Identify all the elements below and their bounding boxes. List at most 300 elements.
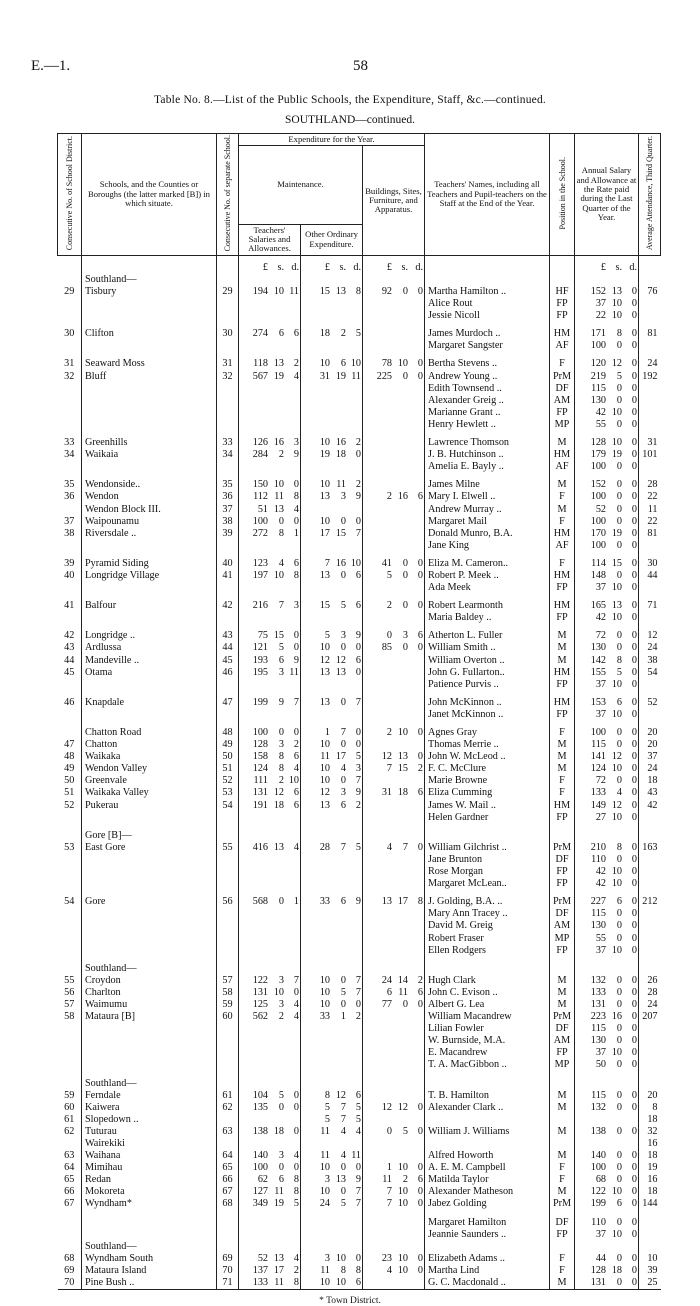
table-row xyxy=(58,528,661,540)
buildings-amount: 7 10 0 xyxy=(363,1186,425,1198)
district-number xyxy=(58,963,82,975)
average-attendance xyxy=(639,340,661,352)
other-expenditure-amount: 13 13 0 xyxy=(301,667,363,679)
teacher-position: FP xyxy=(550,582,575,594)
buildings-amount xyxy=(363,395,425,407)
salaries-amount: 274 6 6 xyxy=(239,328,301,340)
teacher-name: William Gilchrist .. xyxy=(425,842,550,854)
salaries-amount xyxy=(239,679,301,691)
separate-school-number: 59 xyxy=(217,999,239,1011)
salaries-amount: 121 5 0 xyxy=(239,642,301,654)
annual-salary-amount: 171 8 0 xyxy=(575,328,639,340)
annual-salary-amount: 50 0 0 xyxy=(575,1059,639,1071)
average-attendance: 30 xyxy=(639,558,661,570)
average-attendance xyxy=(639,1047,661,1059)
school-name: Charlton xyxy=(82,987,217,999)
teacher-position: FP xyxy=(550,679,575,691)
teacher-name: Elizabeth Adams .. xyxy=(425,1253,550,1265)
school-name: Southland— xyxy=(82,274,217,286)
other-expenditure-amount xyxy=(301,504,363,516)
school-name: Waipounamu xyxy=(82,516,217,528)
other-expenditure-amount xyxy=(301,908,363,920)
district-number xyxy=(58,419,82,431)
annual-salary-amount: 72 0 0 xyxy=(575,630,639,642)
annual-salary-amount: 153 6 0 xyxy=(575,697,639,709)
teacher-position: F xyxy=(550,1253,575,1265)
teacher-name: Ellen Rodgers xyxy=(425,945,550,957)
separate-school-number: 67 xyxy=(217,1186,239,1198)
annual-salary-amount: 37 10 0 xyxy=(575,1047,639,1059)
annual-salary-amount: 132 0 0 xyxy=(575,975,639,987)
table-row xyxy=(58,1102,661,1114)
annual-salary-amount: 141 12 0 xyxy=(575,751,639,763)
school-name: East Gore xyxy=(82,842,217,854)
table-row xyxy=(58,630,661,642)
annual-salary-amount: 131 0 0 xyxy=(575,999,639,1011)
buildings-amount xyxy=(363,812,425,824)
district-number: 37 xyxy=(64,515,75,527)
teacher-name: Ada Meek xyxy=(425,582,550,594)
table-row xyxy=(58,1241,661,1253)
average-attendance xyxy=(639,1078,661,1090)
teacher-position: M xyxy=(550,1186,575,1198)
teacher-position: M xyxy=(550,763,575,775)
teacher-position: HM xyxy=(550,600,575,612)
salaries-amount: 124 8 4 xyxy=(239,763,301,775)
other-expenditure-amount xyxy=(301,920,363,932)
separate-school-number xyxy=(217,1035,239,1047)
school-name: Waikaka xyxy=(82,751,217,763)
other-expenditure-amount: 5 7 5 xyxy=(301,1114,363,1126)
table-row xyxy=(58,1277,661,1290)
annual-salary-amount: 100 0 0 xyxy=(575,540,639,552)
district-number xyxy=(58,395,82,407)
teacher-name: Henry Hewlett .. xyxy=(425,419,550,431)
average-attendance xyxy=(639,582,661,594)
teacher-name: Alexander Greig .. xyxy=(425,395,550,407)
teacher-name: A. E. M. Campbell xyxy=(425,1162,550,1174)
school-name xyxy=(82,812,217,824)
teacher-position: M xyxy=(550,437,575,449)
buildings-amount xyxy=(363,866,425,878)
average-attendance: 76 xyxy=(639,286,661,298)
school-name: Wendon Block III. xyxy=(82,504,217,516)
salaries-amount xyxy=(239,1217,301,1229)
teacher-position: M xyxy=(550,504,575,516)
annual-salary-amount: 115 0 0 xyxy=(575,1090,639,1102)
teacher-position: FP xyxy=(550,709,575,721)
annual-salary-amount: 115 0 0 xyxy=(575,383,639,395)
average-attendance: 71 xyxy=(639,600,661,612)
salaries-amount: 135 0 0 xyxy=(239,1102,301,1114)
other-expenditure-amount: 17 15 7 xyxy=(301,528,363,540)
district-number: 31 xyxy=(64,358,75,370)
annual-salary-amount: 132 0 0 xyxy=(575,1102,639,1114)
school-name: Southland— xyxy=(82,1078,217,1090)
salaries-amount xyxy=(239,908,301,920)
buildings-amount xyxy=(363,504,425,516)
average-attendance xyxy=(639,920,661,932)
district-number xyxy=(58,1035,82,1047)
separate-school-number: 61 xyxy=(217,1090,239,1102)
other-expenditure-amount: 28 7 5 xyxy=(301,842,363,854)
salaries-amount: 194 10 11 xyxy=(239,286,301,298)
district-number: 48 xyxy=(64,751,75,763)
annual-salary-amount: 100 0 0 xyxy=(575,516,639,528)
other-expenditure-amount xyxy=(301,830,363,842)
school-name: Mimihau xyxy=(82,1162,217,1174)
other-expenditure-amount xyxy=(301,709,363,721)
teacher-name: T. A. MacGibbon .. xyxy=(425,1059,550,1071)
annual-salary-amount: 179 19 0 xyxy=(575,449,639,461)
separate-school-number xyxy=(217,407,239,419)
school-name xyxy=(82,1035,217,1047)
buildings-amount xyxy=(363,1277,425,1290)
annual-salary-amount: 42 10 0 xyxy=(575,878,639,890)
other-expenditure-amount: 11 4 4 xyxy=(301,1126,363,1138)
buildings-amount xyxy=(363,908,425,920)
salaries-amount: 197 10 8 xyxy=(239,570,301,582)
district-number xyxy=(58,1241,82,1253)
separate-school-number: 38 xyxy=(217,516,239,528)
average-attendance xyxy=(639,933,661,945)
other-expenditure-amount: 13 0 7 xyxy=(301,697,363,709)
average-attendance xyxy=(639,383,661,395)
teacher-position: F xyxy=(550,787,575,799)
salaries-amount xyxy=(239,1241,301,1253)
teacher-name: Donald Munro, B.A. xyxy=(425,528,550,540)
school-name: Tisbury xyxy=(82,286,217,298)
district-number: 33 xyxy=(64,437,75,449)
annual-salary-amount: 152 0 0 xyxy=(575,479,639,491)
teacher-position: PrM xyxy=(550,1198,575,1210)
separate-school-number: 29 xyxy=(217,286,239,298)
average-attendance: 20 xyxy=(639,739,661,751)
average-attendance: 24 xyxy=(639,642,661,654)
other-expenditure-amount: 18 2 5 xyxy=(301,328,363,340)
average-attendance: 19 xyxy=(639,1162,661,1174)
annual-salary-amount: 37 10 0 xyxy=(575,679,639,691)
teacher-position xyxy=(550,1114,575,1126)
teacher-name: Margaret Mail xyxy=(425,516,550,528)
district-number: 50 xyxy=(64,775,75,787)
teacher-position: DF xyxy=(550,1023,575,1035)
school-name: Ardlussa xyxy=(82,642,217,654)
average-attendance xyxy=(639,461,661,473)
other-expenditure-amount: 19 18 0 xyxy=(301,449,363,461)
district-number xyxy=(58,812,82,824)
teacher-name: Alexander Clark .. xyxy=(425,1102,550,1114)
teacher-name: William Macandrew xyxy=(425,1011,550,1023)
buildings-amount: 4 7 0 xyxy=(363,842,425,854)
school-name: Redan xyxy=(82,1174,217,1186)
teacher-name: Eliza M. Cameron.. xyxy=(425,558,550,570)
salaries-amount xyxy=(239,812,301,824)
district-number: 68 xyxy=(64,1252,75,1264)
district-number xyxy=(58,407,82,419)
salaries-amount xyxy=(239,407,301,419)
district-number: 42 xyxy=(64,630,75,642)
separate-school-number: 65 xyxy=(217,1162,239,1174)
separate-school-number: 53 xyxy=(217,787,239,799)
annual-salary-amount: 142 8 0 xyxy=(575,655,639,667)
average-attendance: 20 xyxy=(639,727,661,739)
teacher-name: Amelia E. Bayly .. xyxy=(425,461,550,473)
table-row xyxy=(58,1114,661,1126)
table-row xyxy=(58,1011,661,1023)
buildings-amount: 2 10 0 xyxy=(363,727,425,739)
teacher-name: T. B. Hamilton xyxy=(425,1090,550,1102)
header-expenditure: Expenditure for the Year. xyxy=(239,134,425,146)
separate-school-number xyxy=(217,461,239,473)
average-attendance: 28 xyxy=(639,987,661,999)
buildings-amount xyxy=(363,1241,425,1253)
buildings-amount xyxy=(363,461,425,473)
teacher-name: Albert G. Lea xyxy=(425,999,550,1011)
annual-salary-amount: 210 8 0 xyxy=(575,842,639,854)
other-expenditure-amount xyxy=(301,866,363,878)
separate-school-number xyxy=(217,1217,239,1229)
separate-school-number: 62 xyxy=(217,1102,239,1114)
school-name: Wendonside.. xyxy=(82,479,217,491)
teacher-position: DF xyxy=(550,908,575,920)
school-name: Waikaka Valley xyxy=(82,787,217,799)
table-row xyxy=(58,328,661,340)
separate-school-number: 68 xyxy=(217,1198,239,1210)
district-number: 49 xyxy=(64,763,75,775)
other-expenditure-amount: 10 11 2 xyxy=(301,479,363,491)
teacher-position: FP xyxy=(550,407,575,419)
separate-school-number xyxy=(217,854,239,866)
teacher-name: James W. Mail .. xyxy=(425,800,550,812)
buildings-amount xyxy=(363,1059,425,1071)
buildings-amount xyxy=(363,528,425,540)
salaries-amount xyxy=(239,866,301,878)
teacher-position: M xyxy=(550,479,575,491)
table-row xyxy=(58,407,661,419)
salaries-amount: 216 7 3 xyxy=(239,600,301,612)
school-name xyxy=(82,419,217,431)
teacher-name: James Murdoch .. xyxy=(425,328,550,340)
school-name: Croydon xyxy=(82,975,217,987)
average-attendance xyxy=(639,612,661,624)
table-row xyxy=(58,516,661,528)
average-attendance: 24 xyxy=(639,358,661,370)
teacher-position: AM xyxy=(550,1035,575,1047)
buildings-amount: 5 0 0 xyxy=(363,570,425,582)
average-attendance: 16 xyxy=(639,1174,661,1186)
annual-salary-amount: 128 18 0 xyxy=(575,1265,639,1277)
table-row xyxy=(58,896,661,908)
other-expenditure-amount: 5 7 5 xyxy=(301,1102,363,1114)
school-name: Chatton xyxy=(82,739,217,751)
annual-salary-amount xyxy=(575,963,639,975)
page-number: 58 xyxy=(353,58,368,74)
average-attendance xyxy=(639,812,661,824)
school-name xyxy=(82,1059,217,1071)
annual-salary-amount: 130 0 0 xyxy=(575,395,639,407)
district-number xyxy=(58,274,82,286)
school-name: Waikaia xyxy=(82,449,217,461)
salaries-amount xyxy=(239,1023,301,1035)
teacher-position: M xyxy=(550,655,575,667)
other-expenditure-amount: 33 6 9 xyxy=(301,896,363,908)
other-expenditure-amount: 10 16 2 xyxy=(301,437,363,449)
annual-salary-amount: 223 16 0 xyxy=(575,1011,639,1023)
salaries-amount xyxy=(239,1035,301,1047)
school-name: Waimumu xyxy=(82,999,217,1011)
school-name: Wendon xyxy=(82,491,217,503)
other-expenditure-amount xyxy=(301,310,363,322)
district-number: 56 xyxy=(64,986,75,998)
separate-school-number: 47 xyxy=(217,697,239,709)
annual-salary-amount: 130 0 0 xyxy=(575,642,639,654)
other-expenditure-amount xyxy=(301,1241,363,1253)
other-expenditure-amount: 10 4 3 xyxy=(301,763,363,775)
teacher-position: FP xyxy=(550,612,575,624)
annual-salary-amount: 37 10 0 xyxy=(575,298,639,310)
other-expenditure-amount xyxy=(301,854,363,866)
school-name: Ferndale xyxy=(82,1090,217,1102)
teacher-position: FP xyxy=(550,310,575,322)
other-expenditure-amount: 10 0 7 xyxy=(301,975,363,987)
header-salaries: Teachers' Salaries and Allowances. xyxy=(239,224,301,255)
district-number xyxy=(58,854,82,866)
buildings-amount: 7 10 0 xyxy=(363,1198,425,1210)
table-row xyxy=(58,491,661,503)
teacher-name: Margaret Sangster xyxy=(425,340,550,352)
separate-school-number: 56 xyxy=(217,896,239,908)
other-expenditure-amount xyxy=(301,461,363,473)
annual-salary-amount xyxy=(575,1078,639,1090)
table-row xyxy=(58,1059,661,1071)
average-attendance xyxy=(639,1035,661,1047)
separate-school-number: 46 xyxy=(217,667,239,679)
table-row xyxy=(58,1126,661,1138)
teacher-position: AF xyxy=(550,340,575,352)
teacher-name: Hugh Clark xyxy=(425,975,550,987)
school-name xyxy=(82,1229,217,1241)
district-number xyxy=(58,830,82,842)
table-row xyxy=(58,371,661,383)
average-attendance: 37 xyxy=(639,751,661,763)
salaries-amount xyxy=(239,340,301,352)
salaries-amount: 133 11 8 xyxy=(239,1277,301,1290)
buildings-amount xyxy=(363,1047,425,1059)
teacher-position: FP xyxy=(550,945,575,957)
separate-school-number: 71 xyxy=(217,1277,239,1290)
district-number xyxy=(58,933,82,945)
header-separate-school: Consecutive No. of separate School. xyxy=(217,134,239,256)
separate-school-number xyxy=(217,298,239,310)
salaries-amount xyxy=(239,933,301,945)
other-expenditure-amount xyxy=(301,1138,363,1150)
separate-school-number: 34 xyxy=(217,449,239,461)
district-number xyxy=(58,1229,82,1241)
teacher-position: M xyxy=(550,1090,575,1102)
teacher-name: Maria Baldey .. xyxy=(425,612,550,624)
table-row xyxy=(58,1198,661,1210)
annual-salary-amount: 130 0 0 xyxy=(575,1035,639,1047)
table-row xyxy=(58,358,661,370)
table-row xyxy=(58,1162,661,1174)
header-position: Position in the School. xyxy=(550,134,575,256)
separate-school-number: 37 xyxy=(217,504,239,516)
teacher-name: Jessie Nicoll xyxy=(425,310,550,322)
buildings-amount: 0 3 6 xyxy=(363,630,425,642)
salaries-amount: 131 12 6 xyxy=(239,787,301,799)
teacher-name: Lawrence Thomson xyxy=(425,437,550,449)
header-consecutive-no: Consecutive No. of School District. xyxy=(58,134,82,256)
teacher-position: F xyxy=(550,358,575,370)
school-name xyxy=(82,298,217,310)
separate-school-number xyxy=(217,540,239,552)
salaries-amount xyxy=(239,582,301,594)
school-name xyxy=(82,310,217,322)
district-number xyxy=(58,1059,82,1071)
separate-school-number: 42 xyxy=(217,600,239,612)
average-attendance: 39 xyxy=(639,1265,661,1277)
teacher-name: John G. Fullarton.. xyxy=(425,667,550,679)
school-name: Southland— xyxy=(82,1241,217,1253)
average-attendance xyxy=(639,540,661,552)
school-name: Knapdale xyxy=(82,697,217,709)
school-name xyxy=(82,612,217,624)
separate-school-number: 35 xyxy=(217,479,239,491)
teacher-position: AM xyxy=(550,395,575,407)
teacher-name: Alice Rout xyxy=(425,298,550,310)
salaries-amount: 52 13 4 xyxy=(239,1253,301,1265)
separate-school-number xyxy=(217,830,239,842)
header-teachers-names: Teachers' Names, including all Teachers and Pupil-teachers on the Staff at the End of the Year. xyxy=(425,134,550,256)
teacher-name: Atherton L. Fuller xyxy=(425,630,550,642)
teacher-name: Agnes Gray xyxy=(425,727,550,739)
teacher-name: Jabez Golding xyxy=(425,1198,550,1210)
other-expenditure-amount xyxy=(301,612,363,624)
average-attendance: 18 xyxy=(639,1150,661,1162)
teacher-position xyxy=(550,1138,575,1150)
annual-salary-amount: 55 0 0 xyxy=(575,933,639,945)
table-row xyxy=(58,479,661,491)
school-name: Mokoreta xyxy=(82,1186,217,1198)
annual-salary-amount: 44 0 0 xyxy=(575,1253,639,1265)
school-name xyxy=(82,582,217,594)
separate-school-number: 50 xyxy=(217,751,239,763)
salaries-amount: 191 18 6 xyxy=(239,800,301,812)
teacher-position: F xyxy=(550,775,575,787)
school-name: Slopedown .. xyxy=(82,1114,217,1126)
teacher-name: Andrew Murray .. xyxy=(425,504,550,516)
salaries-amount: 104 5 0 xyxy=(239,1090,301,1102)
annual-salary-amount: 227 6 0 xyxy=(575,896,639,908)
table-row xyxy=(58,697,661,709)
teacher-position: HM xyxy=(550,328,575,340)
district-number: 40 xyxy=(64,569,75,581)
school-name xyxy=(82,709,217,721)
average-attendance: 22 xyxy=(639,491,661,503)
district-number: 46 xyxy=(64,696,75,708)
teacher-position: HM xyxy=(550,667,575,679)
school-name: Greenvale xyxy=(82,775,217,787)
separate-school-number: 41 xyxy=(217,570,239,582)
district-number: 36 xyxy=(64,491,75,503)
average-attendance xyxy=(639,709,661,721)
teacher-name xyxy=(425,1114,550,1126)
buildings-amount xyxy=(363,1011,425,1023)
table-row xyxy=(58,1035,661,1047)
district-number: 34 xyxy=(64,449,75,461)
other-expenditure-amount xyxy=(301,419,363,431)
